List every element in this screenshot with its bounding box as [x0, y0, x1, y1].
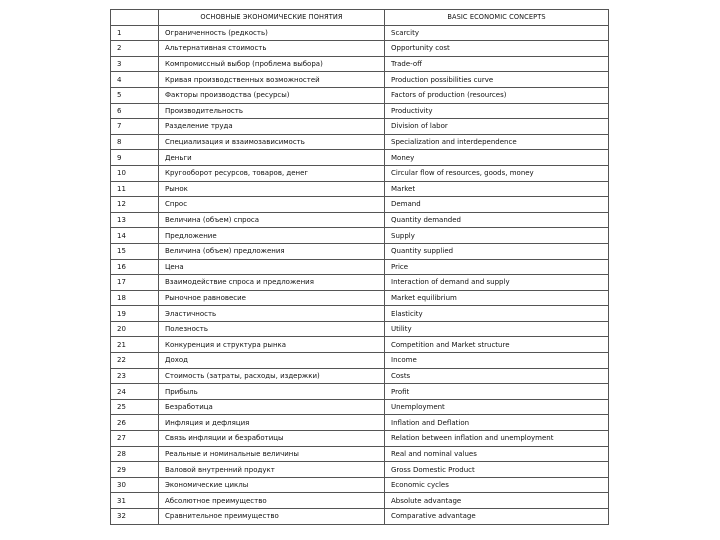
table-row [111, 243, 609, 259]
russian-term: Полезность [159, 321, 385, 337]
row-number: 5 [111, 87, 159, 103]
table-row [111, 337, 609, 353]
table-row [111, 477, 609, 493]
english-term: Real and nominal values [385, 446, 609, 462]
row-number: 28 [111, 446, 159, 462]
english-term: Circular flow of resources, goods, money [385, 165, 609, 181]
table-row [111, 72, 609, 88]
english-term: Quantity supplied [385, 243, 609, 259]
table-row [111, 290, 609, 306]
table-row [111, 353, 609, 369]
row-number: 22 [111, 353, 159, 369]
russian-term: Стоимость (затраты, расходы, издержки) [159, 368, 385, 384]
header-row [111, 10, 609, 26]
row-number: 18 [111, 290, 159, 306]
row-number: 21 [111, 337, 159, 353]
table-row [111, 181, 609, 197]
table-row [111, 431, 609, 447]
table-row [111, 306, 609, 322]
row-number: 15 [111, 243, 159, 259]
english-term: Relation between inflation and unemployment [385, 431, 609, 447]
russian-term: Реальные и номинальные величины [159, 446, 385, 462]
english-term: Scarcity [385, 25, 609, 41]
table-row [111, 87, 609, 103]
russian-term: Разделение труда [159, 119, 385, 135]
row-number: 8 [111, 134, 159, 150]
table-row [111, 197, 609, 213]
russian-term: Компромиссный выбор (проблема выбора) [159, 56, 385, 72]
english-term: Elasticity [385, 306, 609, 322]
table-row [111, 493, 609, 509]
english-term: Division of labor [385, 119, 609, 135]
english-term: Money [385, 150, 609, 166]
table-body [111, 25, 609, 524]
russian-term: Эластичность [159, 306, 385, 322]
russian-term: Производительность [159, 103, 385, 119]
english-term: Interaction of demand and supply [385, 275, 609, 291]
row-number: 10 [111, 165, 159, 181]
table-row [111, 150, 609, 166]
english-term: Inflation and Deflation [385, 415, 609, 431]
russian-term: Доход [159, 353, 385, 369]
russian-term: Кривая производственных возможностей [159, 72, 385, 88]
russian-term: Альтернативная стоимость [159, 41, 385, 57]
row-number: 23 [111, 368, 159, 384]
russian-term: Кругооборот ресурсов, товаров, денег [159, 165, 385, 181]
table-row [111, 384, 609, 400]
english-term: Supply [385, 228, 609, 244]
english-term: Market equilibrium [385, 290, 609, 306]
russian-term: Безработица [159, 399, 385, 415]
table-row [111, 56, 609, 72]
english-term: Production possibilities curve [385, 72, 609, 88]
russian-term: Ограниченность (редкость) [159, 25, 385, 41]
header-russian: ОСНОВНЫЕ ЭКОНОМИЧЕСКИЕ ПОНЯТИЯ [159, 10, 385, 26]
row-number: 12 [111, 197, 159, 213]
table-row [111, 41, 609, 57]
table-row [111, 259, 609, 275]
table-row [111, 399, 609, 415]
russian-term: Валовой внутренний продукт [159, 462, 385, 478]
table-row [111, 103, 609, 119]
english-term: Quantity demanded [385, 212, 609, 228]
english-term: Costs [385, 368, 609, 384]
row-number: 7 [111, 119, 159, 135]
russian-term: Цена [159, 259, 385, 275]
table-row [111, 462, 609, 478]
table-row [111, 212, 609, 228]
russian-term: Инфляция и дефляция [159, 415, 385, 431]
russian-term: Взаимодействие спроса и предложения [159, 275, 385, 291]
row-number: 20 [111, 321, 159, 337]
table-row [111, 321, 609, 337]
russian-term: Абсолютное преимущество [159, 493, 385, 509]
row-number: 6 [111, 103, 159, 119]
table-row [111, 368, 609, 384]
russian-term: Связь инфляции и безработицы [159, 431, 385, 447]
russian-term: Прибыль [159, 384, 385, 400]
russian-term: Факторы производства (ресурсы) [159, 87, 385, 103]
russian-term: Рынок [159, 181, 385, 197]
russian-term: Сравнительное преимущество [159, 509, 385, 525]
row-number: 31 [111, 493, 159, 509]
row-number: 30 [111, 477, 159, 493]
table-row [111, 25, 609, 41]
russian-term: Конкуренция и структура рынка [159, 337, 385, 353]
russian-term: Рыночное равновесие [159, 290, 385, 306]
russian-term: Экономические циклы [159, 477, 385, 493]
english-term: Productivity [385, 103, 609, 119]
row-number: 32 [111, 509, 159, 525]
russian-term: Специализация и взаимозависимость [159, 134, 385, 150]
english-term: Gross Domestic Product [385, 462, 609, 478]
english-term: Economic cycles [385, 477, 609, 493]
english-term: Demand [385, 197, 609, 213]
russian-term: Величина (объем) предложения [159, 243, 385, 259]
english-term: Profit [385, 384, 609, 400]
row-number: 2 [111, 41, 159, 57]
english-term: Specialization and interdependence [385, 134, 609, 150]
english-term: Unemployment [385, 399, 609, 415]
table-row [111, 119, 609, 135]
row-number: 13 [111, 212, 159, 228]
table-row [111, 228, 609, 244]
concepts-table [110, 9, 609, 525]
row-number: 4 [111, 72, 159, 88]
english-term: Opportunity cost [385, 41, 609, 57]
english-term: Absolute advantage [385, 493, 609, 509]
table-row [111, 275, 609, 291]
english-term: Income [385, 353, 609, 369]
russian-term: Деньги [159, 150, 385, 166]
row-number: 27 [111, 431, 159, 447]
english-term: Factors of production (resources) [385, 87, 609, 103]
english-term: Comparative advantage [385, 509, 609, 525]
row-number: 24 [111, 384, 159, 400]
russian-term: Величина (объем) спроса [159, 212, 385, 228]
row-number: 3 [111, 56, 159, 72]
row-number: 29 [111, 462, 159, 478]
row-number: 9 [111, 150, 159, 166]
row-number: 14 [111, 228, 159, 244]
row-number: 19 [111, 306, 159, 322]
row-number: 1 [111, 25, 159, 41]
russian-term: Спрос [159, 197, 385, 213]
english-term: Competition and Market structure [385, 337, 609, 353]
english-term: Price [385, 259, 609, 275]
row-number: 16 [111, 259, 159, 275]
row-number: 25 [111, 399, 159, 415]
english-term: Trade-off [385, 56, 609, 72]
header-number [111, 10, 159, 26]
table-row [111, 509, 609, 525]
row-number: 26 [111, 415, 159, 431]
english-term: Market [385, 181, 609, 197]
row-number: 17 [111, 275, 159, 291]
table-row [111, 165, 609, 181]
english-term: Utility [385, 321, 609, 337]
table-row [111, 415, 609, 431]
row-number: 11 [111, 181, 159, 197]
russian-term: Предложение [159, 228, 385, 244]
header-english: BASIC ECONOMIC CONCEPTS [385, 10, 609, 26]
table-row [111, 134, 609, 150]
table-row [111, 446, 609, 462]
